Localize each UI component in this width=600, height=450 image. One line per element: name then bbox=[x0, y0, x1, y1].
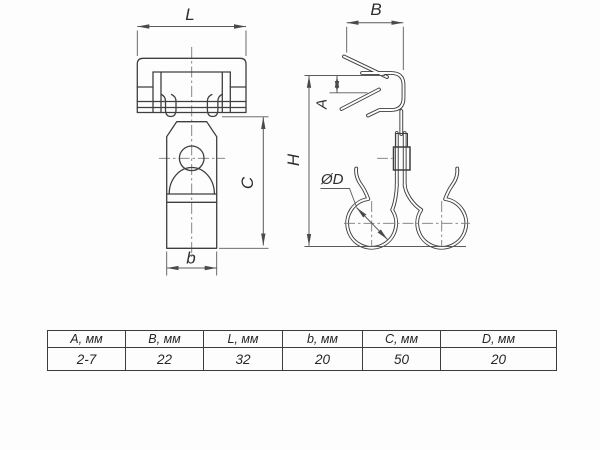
dim-label-D: ØD bbox=[321, 171, 344, 188]
table-header-A: A, мм bbox=[48, 331, 126, 348]
wire-outlines bbox=[342, 57, 467, 248]
front-view-dimensions bbox=[137, 5, 268, 276]
dim-label-B: B bbox=[370, 0, 382, 19]
front-view bbox=[137, 47, 246, 257]
table-header-B: B, мм bbox=[126, 331, 204, 348]
dim-label-A: A bbox=[313, 98, 331, 110]
right-leg bbox=[207, 95, 222, 117]
table-value-B: 22 bbox=[126, 348, 204, 370]
table-header-D: D, мм bbox=[441, 331, 556, 348]
dim-label-L: L bbox=[185, 5, 195, 24]
table-value-b: 20 bbox=[283, 348, 363, 370]
table-header-b: b, мм bbox=[283, 331, 363, 348]
table-header-L: L, мм bbox=[204, 331, 283, 348]
table-value-A: 2-7 bbox=[48, 348, 126, 370]
bracket-left-post bbox=[153, 72, 161, 113]
dimensions-table bbox=[47, 330, 557, 371]
bracket-right-post bbox=[222, 72, 230, 113]
table-value-C: 50 bbox=[363, 348, 441, 370]
table-value-L: 32 bbox=[204, 348, 283, 370]
side-view bbox=[342, 57, 471, 248]
dim-D-leader bbox=[321, 189, 357, 208]
table-value-D: 20 bbox=[490, 351, 507, 367]
dim-label-C: C bbox=[238, 176, 257, 190]
dim-label-H: H bbox=[284, 153, 303, 167]
left-leg bbox=[162, 95, 177, 117]
dim-label-b: b bbox=[186, 248, 196, 268]
side-view-dimensions bbox=[284, 0, 466, 247]
table-header-C: C, мм bbox=[363, 331, 441, 348]
